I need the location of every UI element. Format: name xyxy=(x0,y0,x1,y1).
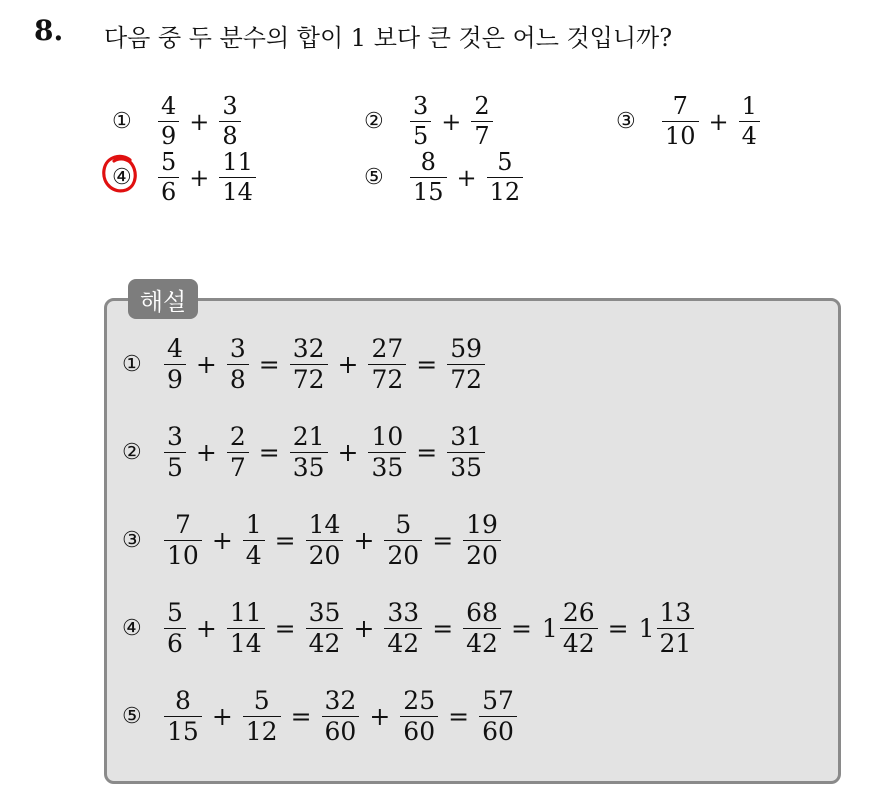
solution-row-5 xyxy=(122,688,521,746)
plus-sign: + xyxy=(353,526,375,556)
fraction: $\frac{7}{10}$ xyxy=(164,512,202,570)
equals-sign: = xyxy=(258,350,280,380)
fraction: $\frac{32}{72}$ xyxy=(290,336,328,394)
solution-row-1 xyxy=(122,336,489,394)
choice-5[interactable] xyxy=(364,150,527,205)
fraction: $\frac{7}{10}$ xyxy=(662,94,699,149)
equals-sign: = xyxy=(416,438,438,468)
fraction: $\frac{57}{60}$ xyxy=(479,688,517,746)
choice-number: ⑤ xyxy=(364,165,384,191)
fraction: $\frac{8}{15}$ xyxy=(164,688,202,746)
choice-number: ④ xyxy=(122,616,142,642)
fraction: $\frac{59}{72}$ xyxy=(447,336,485,394)
fraction: $\frac{2}{7}$ xyxy=(471,94,492,149)
choice-number: ② xyxy=(364,109,384,135)
fraction: $\frac{5}{12}$ xyxy=(243,688,281,746)
plus-sign: + xyxy=(195,614,217,644)
plus-sign: + xyxy=(195,350,217,380)
fraction: $\frac{27}{72}$ xyxy=(368,336,406,394)
fraction: $\frac{3}{5}$ xyxy=(164,424,186,482)
choice-number: ③ xyxy=(616,109,636,135)
explanation-label: 해설 xyxy=(128,279,198,319)
choice-number: ⑤ xyxy=(122,704,142,730)
fraction: $\frac{11}{14}$ xyxy=(227,600,265,658)
plus-sign: + xyxy=(369,702,391,732)
fraction: $\frac{5}{12}$ xyxy=(487,150,524,205)
fraction: $\frac{2}{7}$ xyxy=(227,424,249,482)
solution-row-3 xyxy=(122,512,505,570)
choice-2[interactable] xyxy=(364,94,497,149)
solution-row-2 xyxy=(122,424,489,482)
equals-sign: = xyxy=(432,526,454,556)
fraction: $\frac{35}{42}$ xyxy=(306,600,344,658)
fraction: $\frac{31}{35}$ xyxy=(447,424,485,482)
plus-sign: + xyxy=(337,350,359,380)
plus-sign: + xyxy=(456,163,477,192)
mixed-number-whole: 1 xyxy=(541,614,558,644)
plus-sign: + xyxy=(337,438,359,468)
answer-circle-mark-icon xyxy=(100,152,140,196)
choice-1[interactable] xyxy=(112,94,245,149)
choice-number: ① xyxy=(122,352,142,378)
fraction: $\frac{10}{35}$ xyxy=(368,424,406,482)
fraction: $\frac{5}{6}$ xyxy=(164,600,186,658)
fraction: $\frac{11}{14}$ xyxy=(219,150,256,205)
plus-sign: + xyxy=(189,107,210,136)
fraction: $\frac{4}{9}$ xyxy=(158,94,179,149)
plus-sign: + xyxy=(195,438,217,468)
solution-row-4 xyxy=(122,600,698,658)
fraction: $\frac{4}{9}$ xyxy=(164,336,186,394)
equals-sign: = xyxy=(510,614,532,644)
equals-sign: = xyxy=(432,614,454,644)
plus-sign: + xyxy=(189,163,210,192)
mixed-number-whole: 1 xyxy=(638,614,655,644)
fraction: $\frac{5}{6}$ xyxy=(158,150,179,205)
equals-sign: = xyxy=(416,350,438,380)
fraction: $\frac{21}{35}$ xyxy=(290,424,328,482)
fraction: $\frac{3}{8}$ xyxy=(227,336,249,394)
fraction: $\frac{14}{20}$ xyxy=(306,512,344,570)
plus-sign: + xyxy=(441,107,462,136)
fraction: $\frac{3}{5}$ xyxy=(410,94,431,149)
fraction: $\frac{13}{21}$ xyxy=(657,600,695,658)
equals-sign: = xyxy=(448,702,470,732)
fraction: $\frac{5}{20}$ xyxy=(384,512,422,570)
equals-sign: = xyxy=(274,614,296,644)
question-text: 다음 중 두 분수의 합이 1 보다 큰 것은 어느 것입니까? xyxy=(104,24,673,52)
plus-sign: + xyxy=(353,614,375,644)
fraction: $\frac{8}{15}$ xyxy=(410,150,447,205)
fraction: $\frac{3}{8}$ xyxy=(219,94,240,149)
fraction: $\frac{19}{20}$ xyxy=(463,512,501,570)
fraction: $\frac{1}{4}$ xyxy=(739,94,760,149)
choice-number: ② xyxy=(122,440,142,466)
plus-sign: + xyxy=(211,526,233,556)
plus-sign: + xyxy=(708,107,729,136)
choice-number: ① xyxy=(112,109,132,135)
fraction: $\frac{1}{4}$ xyxy=(243,512,265,570)
choice-number: ④ xyxy=(112,165,132,191)
equals-sign: = xyxy=(274,526,296,556)
equals-sign: = xyxy=(258,438,280,468)
fraction: $\frac{33}{42}$ xyxy=(384,600,422,658)
fraction: $\frac{68}{42}$ xyxy=(463,600,501,658)
question-number: 8. xyxy=(34,14,64,47)
fraction: $\frac{32}{60}$ xyxy=(322,688,360,746)
equals-sign: = xyxy=(290,702,312,732)
equals-sign: = xyxy=(607,614,629,644)
plus-sign: + xyxy=(211,702,233,732)
fraction: $\frac{25}{60}$ xyxy=(400,688,438,746)
fraction: $\frac{26}{42}$ xyxy=(560,600,598,658)
choice-3[interactable] xyxy=(616,94,764,149)
choice-number: ③ xyxy=(122,528,142,554)
